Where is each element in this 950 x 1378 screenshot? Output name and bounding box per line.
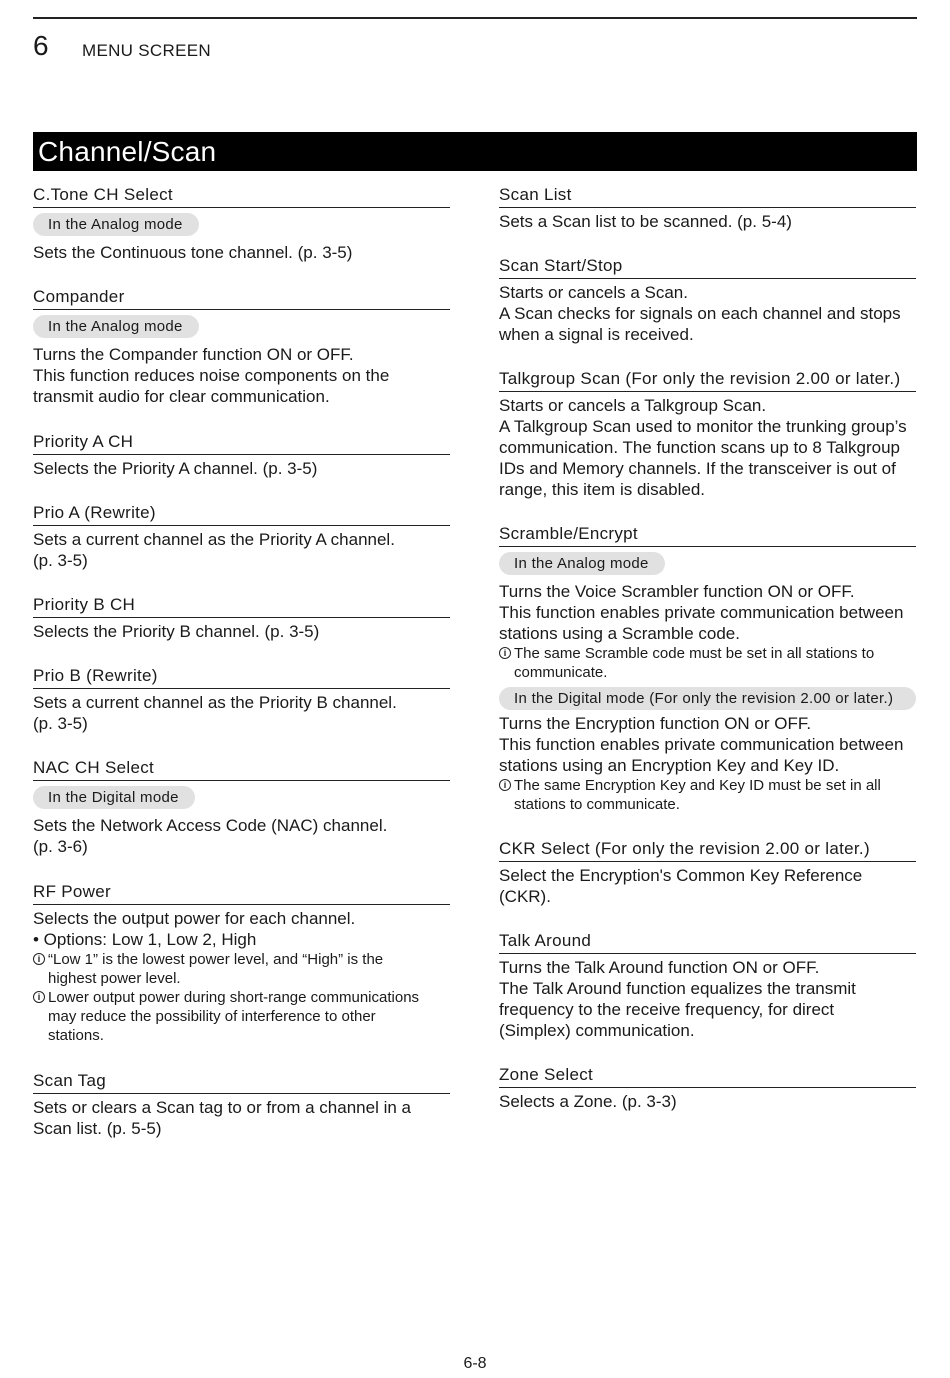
desc-line: Selects the Priority A channel. (p. 3-5) <box>33 459 318 478</box>
entry-heading: Scan Start/Stop <box>499 255 916 279</box>
entry-heading: Prio A (Rewrite) <box>33 502 450 526</box>
desc-line: (p. 3-5) <box>33 551 88 570</box>
entry-scan-tag <box>33 1070 450 1139</box>
top-rule <box>33 17 917 19</box>
desc-line: range, this item is disabled. <box>499 480 705 499</box>
entry-description <box>33 1097 450 1139</box>
desc-line: A Talkgroup Scan used to monitor the trunking group’s <box>499 417 907 436</box>
entry-description <box>33 242 450 263</box>
desc-line: (CKR). <box>499 887 551 906</box>
desc-line: The Talk Around function equalizes the transmit <box>499 979 856 998</box>
info-icon: i <box>33 991 45 1003</box>
entry-zone-select <box>499 1064 916 1112</box>
mode-badge: In the Analog mode <box>499 552 665 575</box>
desc-line: Select the Encryption's Common Key Reference <box>499 866 863 885</box>
desc-line: Sets the Continuous tone channel. (p. 3-5) <box>33 243 353 262</box>
desc-line: Starts or cancels a Talkgroup Scan. <box>499 396 767 415</box>
entry-heading: Prio B (Rewrite) <box>33 665 450 689</box>
mode-badge: In the Digital mode (For only the revision 2.00 or later.) <box>499 687 916 710</box>
entry-heading: Compander <box>33 286 450 310</box>
right-column <box>499 184 916 1112</box>
desc-line: Turns the Voice Scrambler function ON or OFF. <box>499 582 855 601</box>
entry-heading: NAC CH Select <box>33 757 450 781</box>
desc-line: Selects the output power for each channel. <box>33 909 356 928</box>
info-icon: i <box>33 953 45 965</box>
desc-line: stations using an Encryption Key and Key ID. <box>499 756 840 775</box>
desc-line: Selects a Zone. (p. 3-3) <box>499 1092 677 1111</box>
entry-description <box>499 865 916 907</box>
desc-line: when a signal is received. <box>499 325 694 344</box>
note-line: may reduce the possibility of interference to other <box>48 1008 376 1025</box>
note-line: communicate. <box>514 664 608 681</box>
info-note <box>499 776 916 814</box>
desc-line: Selects the Priority B channel. (p. 3-5) <box>33 622 320 641</box>
entry-description <box>499 282 916 345</box>
entry-description <box>499 211 916 232</box>
entry-description <box>33 529 450 571</box>
desc-line: transmit audio for clear communication. <box>33 387 330 406</box>
desc-line: Turns the Compander function ON or OFF. <box>33 345 354 364</box>
entry-description <box>499 395 916 500</box>
note-line: stations to communicate. <box>514 796 680 813</box>
desc-line: • Options: Low 1, Low 2, High <box>33 930 257 949</box>
left-column <box>33 184 450 1139</box>
entry-description <box>499 581 916 644</box>
chapter-title: MENU SCREEN <box>82 41 211 60</box>
desc-line: Turns the Encryption function ON or OFF. <box>499 714 812 733</box>
entry-description <box>33 815 450 857</box>
desc-line: This function reduces noise components on the <box>33 366 390 385</box>
entry-description <box>33 458 450 479</box>
desc-line: (Simplex) communication. <box>499 1021 695 1040</box>
entry-heading: Zone Select <box>499 1064 916 1088</box>
entry-description <box>499 957 916 1041</box>
entry-heading: Priority A CH <box>33 431 450 455</box>
chapter-number: 6 <box>33 30 49 61</box>
desc-line: Sets a current channel as the Priority A channel. <box>33 530 395 549</box>
entry-priority-b-ch <box>33 594 450 642</box>
entry-rf-power <box>33 881 450 1045</box>
note-line: The same Scramble code must be set in all stations to <box>514 645 875 662</box>
entry-heading: Scramble/Encrypt <box>499 523 916 547</box>
entry-ctone-ch-select <box>33 184 450 263</box>
desc-line: (p. 3-6) <box>33 837 88 856</box>
entry-description <box>33 344 450 407</box>
entry-compander <box>33 286 450 407</box>
entry-prio-b-rewrite <box>33 665 450 734</box>
note-line: The same Encryption Key and Key ID must be set in all <box>514 777 881 794</box>
desc-line: stations using a Scramble code. <box>499 624 740 643</box>
desc-line: Turns the Talk Around function ON or OFF. <box>499 958 820 977</box>
info-icon: i <box>499 647 511 659</box>
desc-line: (p. 3-5) <box>33 714 88 733</box>
info-note <box>499 644 916 682</box>
info-icon: i <box>499 779 511 791</box>
entry-heading: RF Power <box>33 881 450 905</box>
entry-ckr-select <box>499 838 916 907</box>
entry-scramble-encrypt <box>499 523 916 814</box>
entry-description <box>499 1091 916 1112</box>
note-line: highest power level. <box>48 970 181 987</box>
entry-heading: Scan Tag <box>33 1070 450 1094</box>
info-note <box>33 950 450 988</box>
entry-heading: CKR Select (For only the revision 2.00 or later.) <box>499 838 916 862</box>
entry-description <box>33 692 450 734</box>
desc-line: Scan list. (p. 5-5) <box>33 1119 162 1138</box>
entry-heading: Talkgroup Scan (For only the revision 2.00 or later.) <box>499 368 916 392</box>
entry-prio-a-rewrite <box>33 502 450 571</box>
desc-line: Sets a Scan list to be scanned. (p. 5-4) <box>499 212 792 231</box>
entry-heading: Talk Around <box>499 930 916 954</box>
entry-description <box>33 908 450 950</box>
desc-line: Sets the Network Access Code (NAC) channel. <box>33 816 388 835</box>
entry-nac-ch-select <box>33 757 450 857</box>
entry-description <box>499 713 916 776</box>
desc-line: communication. The function scans up to 8 Talkgroup <box>499 438 900 457</box>
entry-scan-list <box>499 184 916 232</box>
mode-badge: In the Analog mode <box>33 213 199 236</box>
entry-talkgroup-scan <box>499 368 916 500</box>
mode-badge: In the Analog mode <box>33 315 199 338</box>
desc-line: This function enables private communication between <box>499 735 904 754</box>
section-title: Channel/Scan <box>38 136 217 167</box>
page-number: 6-8 <box>463 1355 487 1372</box>
desc-line: Sets or clears a Scan tag to or from a channel in a <box>33 1098 411 1117</box>
entry-talk-around <box>499 930 916 1041</box>
desc-line: frequency to the receive frequency, for direct <box>499 1000 835 1019</box>
entry-heading: C.Tone CH Select <box>33 184 450 208</box>
desc-line: A Scan checks for signals on each channel and stops <box>499 304 901 323</box>
desc-line: Sets a current channel as the Priority B channel. <box>33 693 397 712</box>
entry-description <box>33 621 450 642</box>
entry-heading: Priority B CH <box>33 594 450 618</box>
desc-line: This function enables private communication between <box>499 603 904 622</box>
mode-badge: In the Digital mode <box>33 786 195 809</box>
note-line: stations. <box>48 1027 104 1044</box>
section-banner <box>33 132 917 171</box>
note-line: “Low 1” is the lowest power level, and “High” is the <box>48 951 384 968</box>
desc-line: IDs and Memory channels. If the transceiver is out of <box>499 459 896 478</box>
entry-priority-a-ch <box>33 431 450 479</box>
info-note <box>33 988 450 1045</box>
note-line: Lower output power during short-range communications <box>48 989 420 1006</box>
entry-scan-start-stop <box>499 255 916 345</box>
desc-line: Starts or cancels a Scan. <box>499 283 688 302</box>
entry-heading: Scan List <box>499 184 916 208</box>
